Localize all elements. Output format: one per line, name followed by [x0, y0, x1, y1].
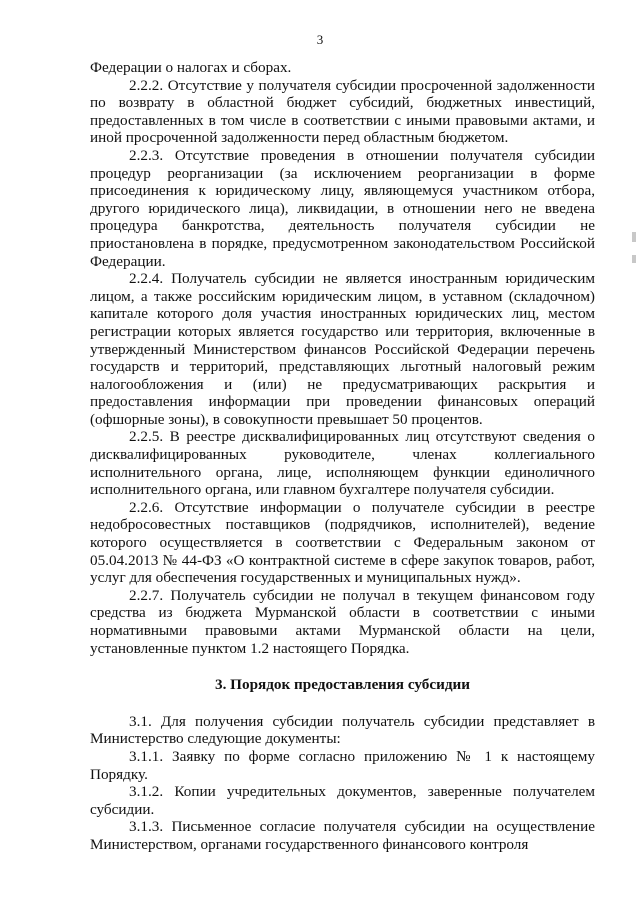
scan-artifact-mark — [632, 232, 636, 242]
bottom-paragraphs — [90, 713, 595, 854]
paragraph-p312: 3.1.2. Копии учредительных документов, заверенные получателем субсидии. — [90, 783, 595, 818]
paragraph-p222: 2.2.2. Отсутствие у получателя субсидии просроченной задолженности по возврату в областной бюджет субсидий, бюджетных инвестиций, предоставленных в том числе в соответствии с иными правовыми актами, и иной просроченной задолженности перед областным бюджетом. — [90, 76, 595, 147]
scan-artifact-mark — [632, 255, 636, 263]
document-body — [90, 59, 595, 854]
paragraph-cont: Федерации о налогах и сборах. — [90, 59, 292, 76]
paragraph-p225: 2.2.5. В реестре дисквалифицированных лиц отсутствуют сведения о дисквалифицированных руководителе, членах коллегиального исполнительного органа, лице, исполняющем функции единоличного исполнительного органа, или главном бухгалтере получателя субсидии. — [90, 428, 595, 499]
section-heading: 3. Порядок предоставления субсидии — [214, 676, 471, 694]
paragraph-p223: 2.2.3. Отсутствие проведения в отношении получателя субсидии процедур реорганизации (за исключением реорганизации в форме присоединения к юридическому лицу, являющемуся участником отбора, другого юридического лица), ликвидации, в отношении него не введена процедура банкротства, деятельность получателя субсидии не приостановлена в порядке, предусмотренном законодательством Российской Федерации. — [90, 146, 595, 270]
top-paragraphs — [90, 59, 595, 657]
paragraph-p224: 2.2.4. Получатель субсидии не является иностранным юридическим лицом, а также российским юридическим лицом, в уставном (складочном) капитале которого доля участия иностранных юридических лиц, местом регистрации которых является государство или территория, включенные в утвержденный Министерством финансов Российской Федерации перечень государств и территорий, представляющих льготный налоговый режим налогообложения и (или) не предусматривающих раскрытия и предоставления информации при проведении финансовых операций (офшорные зоны), в совокупности превышает 50 процентов. — [90, 270, 595, 428]
page-number: 3 — [316, 32, 324, 47]
paragraph-p226: 2.2.6. Отсутствие информации о получателе субсидии в реестре недобросовестных поставщиков (подрядчиков, исполнителей), ведение которого осуществляется в соответствии с Федеральным законом от 05.04.2013 № 44-ФЗ «О контрактной системе в сфере закупок товаров, работ, услуг для обеспечения государственных и муниципальных нужд». — [90, 498, 595, 587]
paragraph-p227: 2.2.7. Получатель субсидии не получал в текущем финансовом году средства из бюджета Мурманской области в соответствии с иными нормативными правовыми актами Мурманской области на цели, установленные пунктом 1.2 настоящего Порядка. — [90, 586, 595, 657]
paragraph-p31: 3.1. Для получения субсидии получатель субсидии представляет в Министерство следующие документы: — [90, 712, 595, 748]
paragraph-p313: 3.1.3. Письменное согласие получателя субсидии на осуществление Министерством, органами государственного финансового контроля — [90, 818, 595, 853]
paragraph-p311: 3.1.1. Заявку по форме согласно приложению № 1 к настоящему Порядку. — [90, 747, 595, 783]
